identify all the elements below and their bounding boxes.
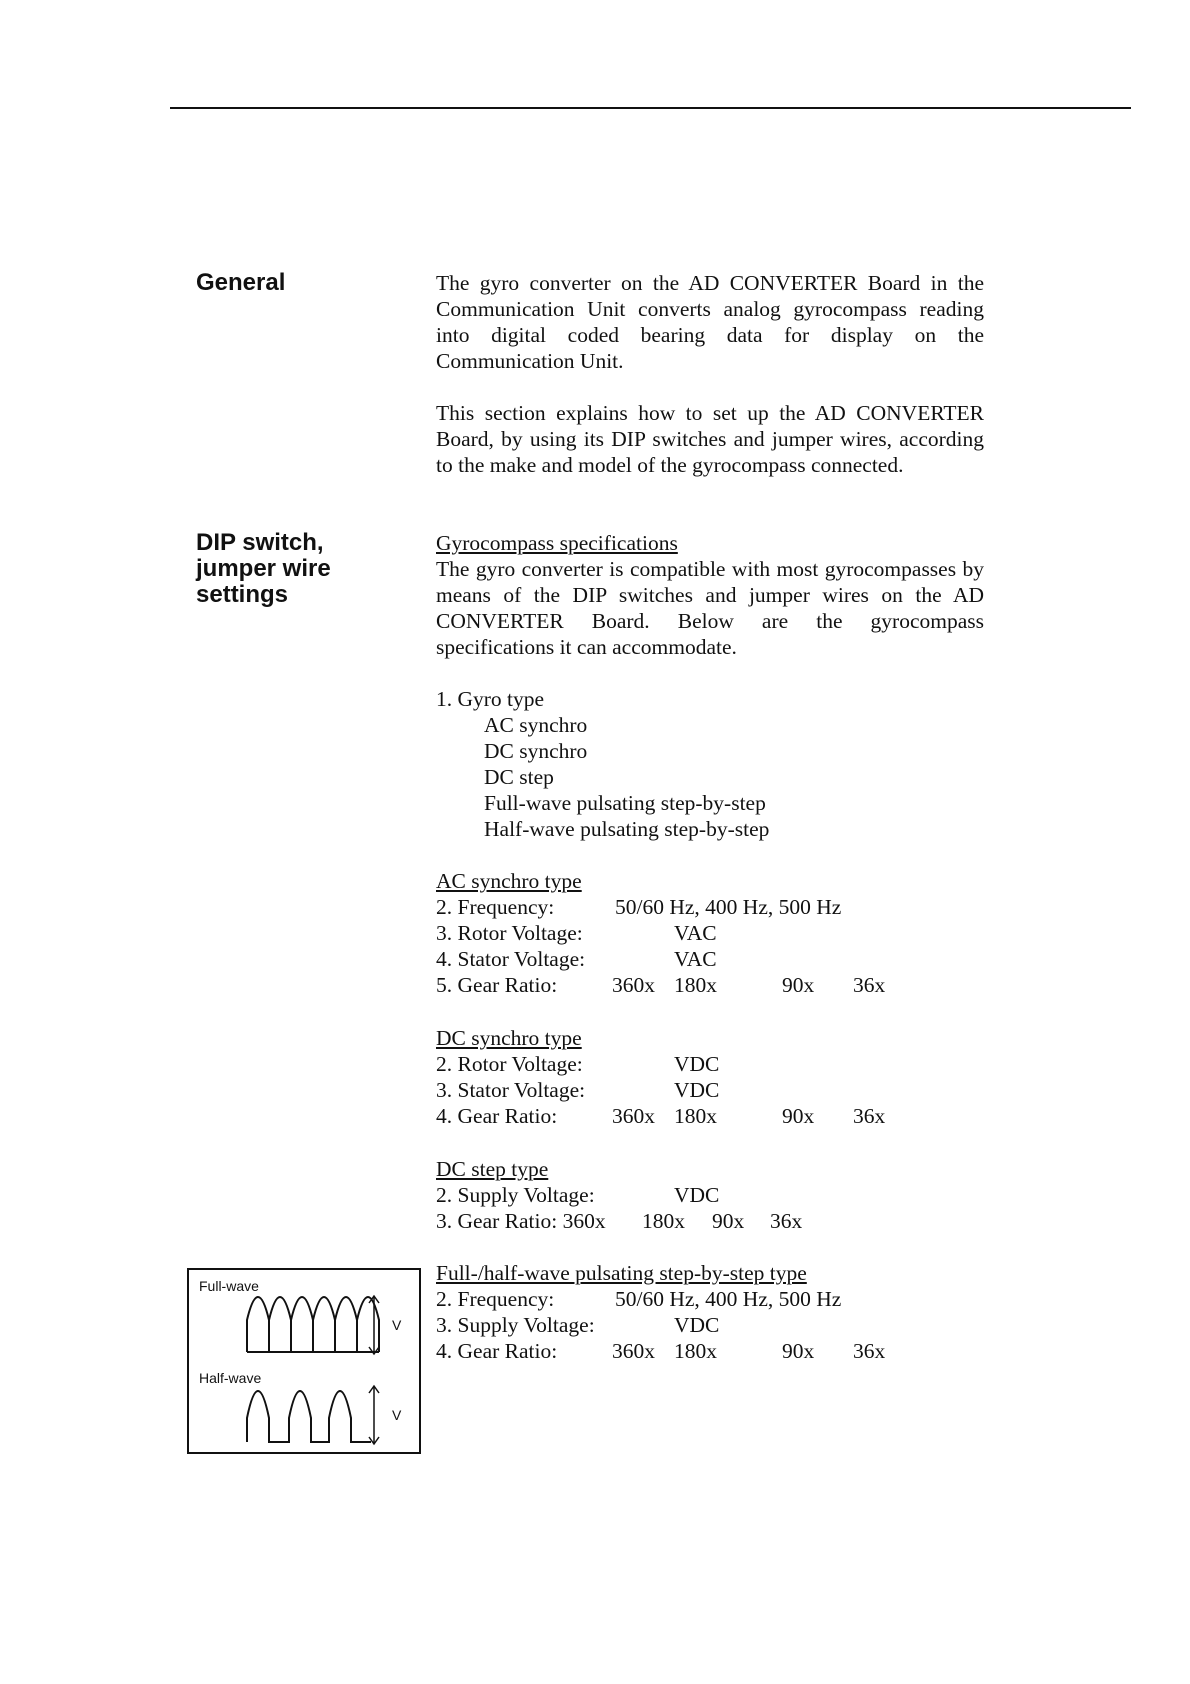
ac-stator-row: [436, 946, 936, 972]
dc-rotor-label: 2. Rotor Voltage:: [436, 1052, 583, 1076]
pulsating-gear-value: 360x: [612, 1339, 655, 1363]
general-heading: General: [196, 269, 286, 296]
pulsating-gear-value: 180x: [674, 1339, 717, 1363]
spec-section: [436, 530, 984, 660]
pulsating-supply-value: VDC: [674, 1313, 720, 1337]
ac-gear-value: 360x: [612, 973, 655, 997]
full-wave-label: Full-wave: [199, 1278, 259, 1294]
dc-stator-row: [436, 1077, 936, 1103]
spec-title: Gyrocompass specifications: [436, 531, 678, 555]
pulsating-frequency-row: [436, 1286, 936, 1312]
dc-step-title: DC step type: [436, 1157, 549, 1181]
pulsating-gear-row: [436, 1338, 936, 1364]
dc-step-supply-value: VDC: [674, 1183, 720, 1207]
header-rule: [170, 107, 1131, 109]
pulsating-gear-value: 36x: [853, 1339, 886, 1363]
pulsating-gear-label: 4. Gear Ratio:: [436, 1339, 558, 1363]
ac-frequency-value: 50/60 Hz, 400 Hz, 500 Hz: [615, 895, 842, 919]
gyro-type-title: 1. Gyro type: [436, 687, 545, 711]
half-wave-voltage-arrow: [369, 1386, 379, 1444]
waveform-graphic: [189, 1270, 419, 1452]
gyro-type-item: Full-wave pulsating step-by-step: [484, 791, 766, 815]
dc-gear-value: 360x: [612, 1104, 655, 1128]
pulsating-frequency-value: 50/60 Hz, 400 Hz, 500 Hz: [615, 1287, 842, 1311]
dc-step-gear-label: 3. Gear Ratio: 360x: [436, 1209, 606, 1233]
ac-rotor-row: [436, 920, 936, 946]
dip-heading-line-2: jumper wire: [196, 555, 331, 582]
ac-frequency-row: [436, 894, 936, 920]
dc-gear-label: 4. Gear Ratio:: [436, 1104, 558, 1128]
ac-stator-value: VAC: [674, 947, 717, 971]
pulsating-supply-row: [436, 1312, 936, 1338]
general-paragraph-1: The gyro converter on the AD CONVERTER Board in the Communication Unit converts analog gyrocompass reading into digital coded bearing data for display on the Communication Unit.: [436, 271, 984, 373]
full-wave-voltage-arrow: [369, 1296, 379, 1354]
dc-gear-value: 90x: [782, 1104, 815, 1128]
dc-stator-value: VDC: [674, 1078, 720, 1102]
dip-heading-line-1: DIP switch,: [196, 529, 324, 556]
dip-heading: [196, 530, 331, 608]
spec-paragraph: The gyro converter is compatible with most gyrocompasses by means of the DIP switches and jumper wires on the AD CONVERTER Board. Below are the gyrocompass specifications it can accommodate.: [436, 557, 984, 659]
ac-gear-value: 36x: [853, 973, 886, 997]
pulsating-supply-label: 3. Supply Voltage:: [436, 1313, 595, 1337]
pulsating-frequency-label: 2. Frequency:: [436, 1287, 555, 1311]
dc-step-supply-row: [436, 1182, 936, 1208]
half-wave-voltage-label: V: [392, 1407, 402, 1423]
half-wave-trace: [247, 1391, 371, 1442]
gyro-type-item: AC synchro: [484, 713, 588, 737]
half-wave-label: Half-wave: [199, 1370, 262, 1386]
full-wave-voltage-label: V: [392, 1317, 402, 1333]
ac-gear-row: [436, 972, 936, 998]
dc-step-gear-value: 180x: [642, 1209, 685, 1233]
dc-stator-label: 3. Stator Voltage:: [436, 1078, 586, 1102]
dc-rotor-value: VDC: [674, 1052, 720, 1076]
gyro-type-item: Half-wave pulsating step-by-step: [484, 817, 770, 841]
ac-frequency-label: 2. Frequency:: [436, 895, 555, 919]
dc-step-gear-value: 36x: [770, 1209, 803, 1233]
dc-gear-value: 36x: [853, 1104, 886, 1128]
ac-gear-label: 5. Gear Ratio:: [436, 973, 558, 997]
ac-gear-value: 180x: [674, 973, 717, 997]
dip-heading-line-3: settings: [196, 581, 289, 608]
ac-rotor-label: 3. Rotor Voltage:: [436, 921, 583, 945]
ac-gear-value: 90x: [782, 973, 815, 997]
dc-step-supply-label: 2. Supply Voltage:: [436, 1183, 595, 1207]
gyro-type-item: DC step: [484, 765, 554, 789]
general-paragraph-2: This section explains how to set up the AD CONVERTER Board, by using its DIP switches and jumper wires, according to the make and model of the gyrocompass connected.: [436, 401, 984, 477]
general-section-2: [436, 400, 984, 478]
full-wave-trace: [247, 1297, 379, 1352]
waveform-diagram: [187, 1268, 421, 1454]
pulsating-gear-value: 90x: [782, 1339, 815, 1363]
ac-stator-label: 4. Stator Voltage:: [436, 947, 586, 971]
dc-gear-value: 180x: [674, 1104, 717, 1128]
gyro-type-item: DC synchro: [484, 739, 588, 763]
dc-gear-row: [436, 1103, 936, 1129]
general-section: [436, 270, 984, 374]
pulsating-title: Full-/half-wave pulsating step-by-step type: [436, 1261, 807, 1285]
dc-step-gear-row: [436, 1208, 936, 1234]
ac-rotor-value: VAC: [674, 921, 717, 945]
dc-rotor-row: [436, 1051, 936, 1077]
ac-synchro-title: AC synchro type: [436, 869, 582, 893]
dc-synchro-title: DC synchro type: [436, 1026, 582, 1050]
dc-step-gear-value: 90x: [712, 1209, 745, 1233]
